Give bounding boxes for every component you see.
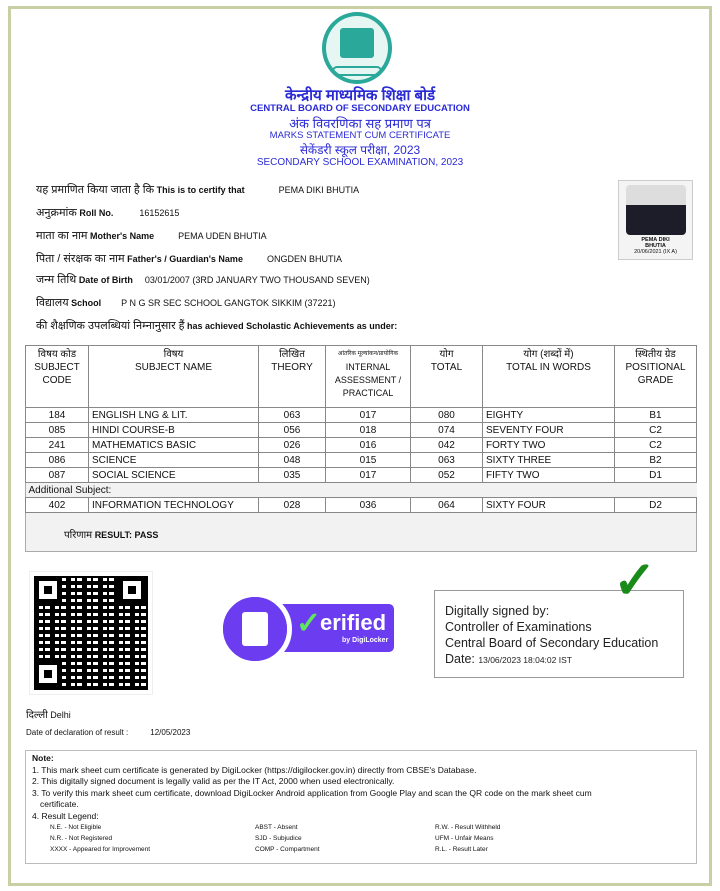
table-cell: 016 (326, 438, 411, 453)
table-cell: D1 (615, 468, 697, 483)
exam-hindi: सेकेंडरी स्कूल परीक्षा, 2023 (299, 143, 421, 157)
table-cell: INFORMATION TECHNOLOGY (89, 498, 259, 513)
table-cell: 241 (26, 438, 89, 453)
table-header-row: विषय कोड SUBJECT CODE विषय SUBJECT NAME लिखित THEORY आंतरिक मूल्यांकन/प्रायोगिक INTERNAL ASSESSMENT / PRACTICAL योग TOTAL योग (शब्दों में) TOTAL IN WORDS स्थितीय ग्रेड POSITIONAL GRADE (26, 346, 697, 408)
table-cell: MATHEMATICS BASIC (89, 438, 259, 453)
school-name: P N G SR SEC SCHOOL GANGTOK SIKKIM (37221) (121, 298, 336, 308)
table-cell: 063 (259, 408, 326, 423)
table-row (26, 408, 697, 423)
table-cell: 026 (259, 438, 326, 453)
table-cell: SOCIAL SCIENCE (89, 468, 259, 483)
table-cell: 402 (26, 498, 89, 513)
table-row (26, 468, 697, 483)
mother-line: माता का नाम Mother's Name PEMA UDEN BHUTIA (36, 230, 267, 242)
table-cell: 035 (259, 468, 326, 483)
digilocker-verified-badge: ✓ erified by DigiLocker (218, 592, 394, 666)
table-cell: 063 (411, 453, 483, 468)
table-cell: FORTY TWO (483, 438, 615, 453)
table-cell: 085 (26, 423, 89, 438)
table-cell: SIXTY THREE (483, 453, 615, 468)
table-cell: 074 (411, 423, 483, 438)
table-cell: C2 (615, 423, 697, 438)
legend-item: COMP - Compartment (255, 846, 320, 853)
table-cell: FIFTY TWO (483, 468, 615, 483)
table-cell: 052 (411, 468, 483, 483)
board-name-hindi: केन्द्रीय माध्यमिक शिक्षा बोर्ड (285, 87, 435, 104)
table-cell: C2 (615, 438, 697, 453)
table-cell: 015 (326, 453, 411, 468)
table-cell: D2 (615, 498, 697, 513)
table-row (26, 423, 697, 438)
declaration-date: Date of declaration of result : 12/05/2023 (26, 728, 191, 737)
exam-name: SECONDARY SCHOOL EXAMINATION, 2023 (256, 157, 464, 168)
candidate-name: PEMA DIKI BHUTIA (278, 185, 360, 195)
school-line: विद्यालय School P N G SR SEC SCHOOL GANGTOK SIKKIM (37221) (36, 297, 336, 309)
achievement-line: की शैक्षणिक उपलब्धियां निम्नानुसार हैं has achieved Scholastic Achievements as under: (36, 320, 398, 332)
date-of-birth: 03/01/2007 (3RD JANUARY TWO THOUSAND SEVEN) (144, 275, 370, 285)
result: परिणाम RESULT: PASS (64, 530, 159, 541)
marks-table (25, 345, 697, 513)
father-line: पिता / संरक्षक का नाम Father's / Guardian's Name ONGDEN BHUTIA (36, 253, 342, 265)
table-cell: HINDI COURSE-B (89, 423, 259, 438)
table-cell: EIGHTY (483, 408, 615, 423)
table-row (26, 498, 697, 513)
legend-item: N.R. - Not Registered (50, 835, 113, 842)
table-cell: 086 (26, 453, 89, 468)
board-name: CENTRAL BOARD OF SECONDARY EDUCATION (250, 103, 470, 114)
legend-item: UFM - Unfair Means (435, 835, 494, 842)
table-cell: 017 (326, 408, 411, 423)
table-cell: SIXTY FOUR (483, 498, 615, 513)
table-cell: 017 (326, 468, 411, 483)
table-cell: ENGLISH LNG & LIT. (89, 408, 259, 423)
title-hindi: अंक विवरणिका सह प्रमाण पत्र (289, 116, 431, 131)
legend-item: SJD - Subjudice (255, 835, 302, 842)
roll-line: अनुक्रमांक Roll No. 16152615 (36, 207, 180, 219)
dob-line: जन्म तिथि Date of Birth 03/01/2007 (3RD JANUARY TWO THOUSAND SEVEN) (36, 274, 370, 286)
table-cell: B2 (615, 453, 697, 468)
table-cell: 028 (259, 498, 326, 513)
table-cell: 018 (326, 423, 411, 438)
legend-item: R.L. - Result Later (435, 846, 488, 853)
cbse-logo (322, 12, 392, 84)
certify-line: यह प्रमाणित किया जाता है कि This is to certify that PEMA DIKI BHUTIA (36, 184, 360, 196)
signature-check-icon: ✓ (613, 552, 657, 610)
table-cell: 056 (259, 423, 326, 438)
qr-corner (34, 576, 62, 604)
check-icon: ✓ (296, 607, 322, 640)
legend-item: N.E. - Not Eligible (50, 824, 102, 831)
candidate-photo: PEMA DIKI BHUTIA 20/06/2021 (IX A) (618, 180, 693, 260)
mother-name: PEMA UDEN BHUTIA (178, 231, 267, 241)
legend-item: XXXX - Appeared for Improvement (50, 846, 151, 853)
father-name: ONGDEN BHUTIA (266, 254, 342, 264)
place: दिल्ली Delhi (26, 710, 71, 721)
table-cell: 184 (26, 408, 89, 423)
document-cloud-icon (242, 612, 268, 646)
table-cell: SEVENTY FOUR (483, 423, 615, 438)
roll-number: 16152615 (139, 208, 180, 218)
table-row (26, 453, 697, 468)
additional-subject-label: Additional Subject: (26, 483, 697, 498)
table-cell: 087 (26, 468, 89, 483)
qr-corner (34, 660, 62, 688)
table-cell: 036 (326, 498, 411, 513)
table-cell: SCIENCE (89, 453, 259, 468)
table-row (26, 438, 697, 453)
table-cell: 048 (259, 453, 326, 468)
table-cell: 080 (411, 408, 483, 423)
qr-corner (118, 576, 146, 604)
document-title: MARKS STATEMENT CUM CERTIFICATE (269, 130, 451, 141)
legend-item: R.W. - Result Withheld (435, 824, 501, 831)
digital-signature: Digitally signed by: Controller of Examinations Central Board of Secondary Education Date: 13/06/2023 18:04:02 IST ✓ (434, 590, 684, 678)
legend-item: ABST - Absent (255, 824, 298, 831)
notes: Note: 1. This mark sheet cum certificate is generated by DigiLocker (https://digilocker.gov.in) directly from CBSE's Database. 2. This digitally signed document is legally valid as per the IT Act, 2000 when used electronically. 3. To verify this mark sheet cum certificate, download DigiLocker Android application from Google Play and scan the QR code on the mark sheet cum certificate. 4. Result Legend: N.E. - Not Eligible ABST - Absent R.W. - Result Withheld N.R. - Not Registered SJD - Subjudice UFM - Unfair Means XXXX - Appeared for Improvement COMP - Compartment R.L. - Result Later (25, 750, 697, 864)
table-cell: B1 (615, 408, 697, 423)
table-cell: 064 (411, 498, 483, 513)
table-cell: 042 (411, 438, 483, 453)
